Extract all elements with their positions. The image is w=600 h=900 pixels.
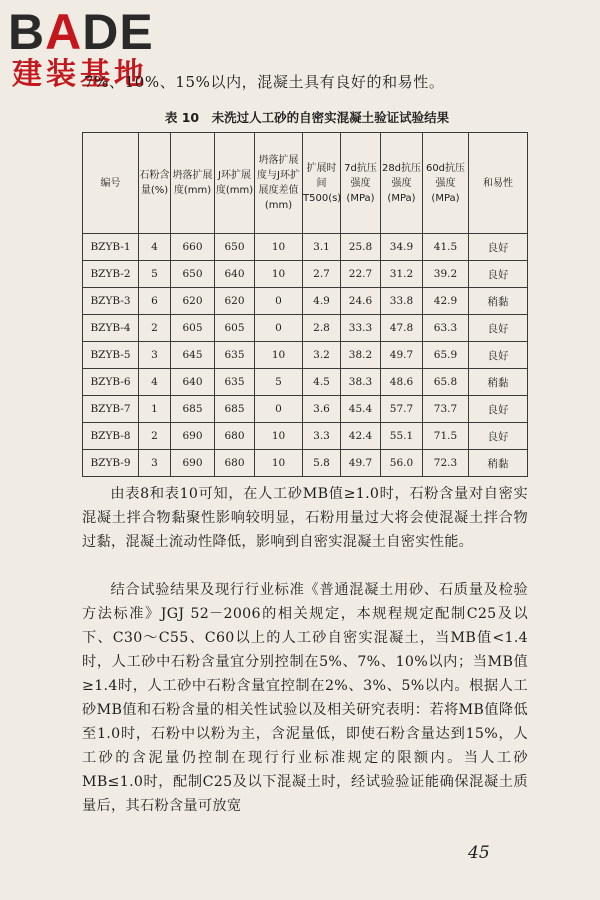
table-cell: BZYB-3 xyxy=(83,288,139,315)
table-cell: 635 xyxy=(215,342,255,369)
table-cell: BZYB-6 xyxy=(83,369,139,396)
table-cell: 42.9 xyxy=(423,288,469,315)
table-row xyxy=(83,369,528,396)
table-cell: 42.4 xyxy=(341,423,381,450)
table-cell: 良好 xyxy=(469,261,528,288)
table-cell: 38.3 xyxy=(341,369,381,396)
table-cell: 2 xyxy=(139,315,171,342)
table-cell: 620 xyxy=(215,288,255,315)
table-cell: 3.6 xyxy=(303,396,341,423)
table-cell: 38.2 xyxy=(341,342,381,369)
table-cell: BZYB-1 xyxy=(83,234,139,261)
table-cell: 良好 xyxy=(469,342,528,369)
table-cell: 49.7 xyxy=(381,342,423,369)
table-cell: 3 xyxy=(139,450,171,477)
header-cell: 坍落扩展度与J环扩展度差值(mm) xyxy=(255,133,303,234)
table-cell: 34.9 xyxy=(381,234,423,261)
table-cell: 73.7 xyxy=(423,396,469,423)
table-cell: 25.8 xyxy=(341,234,381,261)
table-cell: 4 xyxy=(139,234,171,261)
table-cell: 685 xyxy=(171,396,215,423)
table-cell: 41.5 xyxy=(423,234,469,261)
header-cell: 60d抗压强度(MPa) xyxy=(423,133,469,234)
table-cell: 0 xyxy=(255,396,303,423)
header-cell: 扩展时间T500(s) xyxy=(303,133,341,234)
table-cell: 5.8 xyxy=(303,450,341,477)
table-cell: 645 xyxy=(171,342,215,369)
table-cell: 635 xyxy=(215,369,255,396)
table-cell: 稍黏 xyxy=(469,450,528,477)
table-row xyxy=(83,342,528,369)
table-cell: 57.7 xyxy=(381,396,423,423)
table-cell: 3.3 xyxy=(303,423,341,450)
table-cell: 65.8 xyxy=(423,369,469,396)
table-cell: 640 xyxy=(215,261,255,288)
table-cell: 55.1 xyxy=(381,423,423,450)
header-cell: 编号 xyxy=(83,133,139,234)
table-cell: 6 xyxy=(139,288,171,315)
table-cell: 31.2 xyxy=(381,261,423,288)
table-cell: BZYB-2 xyxy=(83,261,139,288)
paragraph-2: 结合试验结果及现行行业标准《普通混凝土用砂、石质量及检验方法标准》JGJ 52－2006的相关规定，本规程规定配制C25及以下、C30～C55、C60以上的人工砂自密实混凝土，当MB值<1.4时，人工砂中石粉含量宜分别控制在5%、7%、10%以内；当MB值≥1.4时，人工砂中石粉含量宜控制在2%、3%、5%以内。根据人工砂MB值和石粉含量的相关性试验以及相关研究表明：若将MB值降低至1.0时，石粉中以粉为主，含泥量低，即使石粉含量达到15%，人工砂的含泥量仍控制在现行行业标准规定的限额内。当人工砂MB≤1.0时，配制C25及以下混凝土时，经试验验证能确保混凝土质量后，其石粉含量可放宽 xyxy=(82,582,528,814)
header-cell: 坍落扩展度(mm) xyxy=(171,133,215,234)
table-cell: 4 xyxy=(139,369,171,396)
table-cell: 稍黏 xyxy=(469,369,528,396)
table-cell: 620 xyxy=(171,288,215,315)
table-cell: 3 xyxy=(139,342,171,369)
table-cell: 640 xyxy=(171,369,215,396)
header-cell: 和易性 xyxy=(469,133,528,234)
results-table xyxy=(82,132,528,477)
table-cell: 45.4 xyxy=(341,396,381,423)
table-cell: 49.7 xyxy=(341,450,381,477)
table-cell: 2.7 xyxy=(303,261,341,288)
table-row xyxy=(83,450,528,477)
table-cell: 2.8 xyxy=(303,315,341,342)
table-cell: 5 xyxy=(139,261,171,288)
table-cell: 24.6 xyxy=(341,288,381,315)
logo-subtitle: 建装基地 xyxy=(12,57,148,92)
table-cell: 10 xyxy=(255,342,303,369)
table-cell: 605 xyxy=(171,315,215,342)
table-cell: 39.2 xyxy=(423,261,469,288)
table-cell: BZYB-4 xyxy=(83,315,139,342)
table-cell: 稍黏 xyxy=(469,288,528,315)
table-cell: 56.0 xyxy=(381,450,423,477)
table-row xyxy=(83,288,528,315)
table-cell: 1 xyxy=(139,396,171,423)
table-cell: 3.1 xyxy=(303,234,341,261)
table-cell: 10 xyxy=(255,261,303,288)
table-cell: 650 xyxy=(215,234,255,261)
table-row xyxy=(83,423,528,450)
table-cell: 2 xyxy=(139,423,171,450)
table-cell: BZYB-9 xyxy=(83,450,139,477)
table-cell: 良好 xyxy=(469,423,528,450)
table-cell: 690 xyxy=(171,450,215,477)
header-cell: 石粉含量(%) xyxy=(139,133,171,234)
table-cell: 10 xyxy=(255,234,303,261)
table-cell: 47.8 xyxy=(381,315,423,342)
header-cell: J环扩展度(mm) xyxy=(215,133,255,234)
table-cell: 33.3 xyxy=(341,315,381,342)
table-cell: 0 xyxy=(255,288,303,315)
table-cell: 10 xyxy=(255,450,303,477)
table-title: 表 10 未洗过人工砂的自密实混凝土验证试验结果 xyxy=(164,110,450,125)
table-cell: 72.3 xyxy=(423,450,469,477)
table-body xyxy=(83,234,528,477)
table-cell: 605 xyxy=(215,315,255,342)
table-cell: 680 xyxy=(215,450,255,477)
table-cell: BZYB-7 xyxy=(83,396,139,423)
table-cell: 685 xyxy=(215,396,255,423)
table-cell: 0 xyxy=(255,315,303,342)
table-cell: 良好 xyxy=(469,234,528,261)
top-text-line: 7%、10%、15%以内，混凝土具有良好的和易性。 xyxy=(84,73,445,91)
logo-wordmark: BADE xyxy=(8,4,154,60)
table-cell: 71.5 xyxy=(423,423,469,450)
table-cell: 48.6 xyxy=(381,369,423,396)
table-header-row xyxy=(83,133,528,234)
table-cell: 22.7 xyxy=(341,261,381,288)
page-number: 45 xyxy=(468,843,490,863)
table-cell: 690 xyxy=(171,423,215,450)
table-row xyxy=(83,396,528,423)
table-cell: 4.5 xyxy=(303,369,341,396)
table-cell: BZYB-5 xyxy=(83,342,139,369)
table-cell: 10 xyxy=(255,423,303,450)
header-cell: 7d抗压强度(MPa) xyxy=(341,133,381,234)
header-cell: 28d抗压强度(MPa) xyxy=(381,133,423,234)
table-cell: 660 xyxy=(171,234,215,261)
table-cell: 33.8 xyxy=(381,288,423,315)
table-cell: 650 xyxy=(171,261,215,288)
table-row xyxy=(83,315,528,342)
table-cell: 5 xyxy=(255,369,303,396)
table-cell: 680 xyxy=(215,423,255,450)
paragraph-1: 由表8和表10可知，在人工砂MB值≥1.0时，石粉含量对自密实混凝土拌合物黏聚性影响较明显，石粉用量过大将会使混凝土拌合物过黏，混凝土流动性降低，影响到自密实混凝土自密实性能。 xyxy=(82,486,528,550)
table-cell: 良好 xyxy=(469,396,528,423)
table-row xyxy=(83,261,528,288)
table-row xyxy=(83,234,528,261)
table-cell: 良好 xyxy=(469,315,528,342)
table-cell: 3.2 xyxy=(303,342,341,369)
table-cell: 65.9 xyxy=(423,342,469,369)
table-cell: 63.3 xyxy=(423,315,469,342)
table-cell: BZYB-8 xyxy=(83,423,139,450)
table-cell: 4.9 xyxy=(303,288,341,315)
